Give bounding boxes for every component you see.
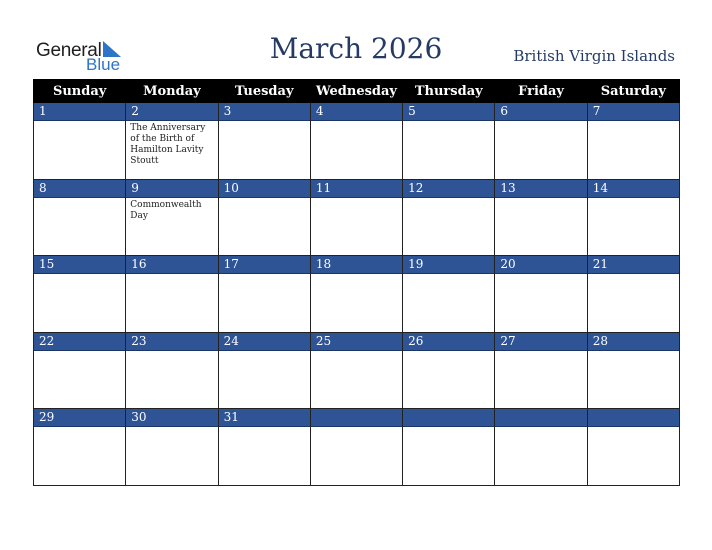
day-cell [587,103,679,180]
day-number: 15 [34,256,125,274]
logo-text-blue: Blue [86,55,121,74]
day-cell [495,256,587,333]
day-cell [218,179,310,256]
day-number: 7 [588,103,679,121]
day-number: 25 [311,333,402,351]
day-cell [34,103,126,180]
day-cell [310,179,402,256]
calendar-title: March 2026 [269,32,443,65]
week-row [34,256,680,333]
day-cell [403,409,495,486]
day-number: 29 [34,409,125,427]
week-row [34,332,680,409]
holiday-event: Commonwealth Day [130,199,202,221]
day-number: 27 [495,333,586,351]
day-cell [310,256,402,333]
day-cell [310,103,402,180]
day-number: 14 [588,180,679,198]
logo-text-general: General [36,40,102,61]
day-cell [587,332,679,409]
day-cell [218,409,310,486]
day-cell [126,179,218,256]
day-cell [495,103,587,180]
day-cell [126,256,218,333]
day-number: 28 [588,333,679,351]
day-cell [403,332,495,409]
day-cell [34,409,126,486]
weekday-saturday: Saturday [587,80,679,103]
day-number: 30 [126,409,217,427]
day-number: 2 [126,103,217,121]
day-cell [218,103,310,180]
day-cell [403,179,495,256]
day-number: 26 [403,333,494,351]
week-row [34,179,680,256]
day-number: 31 [219,409,310,427]
weekday-monday: Monday [126,80,218,103]
day-cell [310,409,402,486]
week-row [34,103,680,180]
day-number: 23 [126,333,217,351]
day-number: 24 [219,333,310,351]
day-number: 18 [311,256,402,274]
day-number: 13 [495,180,586,198]
weekday-header-row [34,80,680,103]
day-cell [126,332,218,409]
day-number: 20 [495,256,586,274]
day-number: 6 [495,103,586,121]
day-cell [587,256,679,333]
day-cell [495,332,587,409]
weekday-tuesday: Tuesday [218,80,310,103]
day-cell [403,103,495,180]
day-cell [403,256,495,333]
day-cell [218,256,310,333]
day-cell [126,103,218,180]
day-number: 10 [219,180,310,198]
day-cell [310,332,402,409]
day-cell [34,179,126,256]
day-number: 8 [34,180,125,198]
day-cell [587,409,679,486]
day-number: 4 [311,103,402,121]
week-row [34,409,680,486]
day-number [495,409,586,427]
day-cell [587,179,679,256]
day-number: 5 [403,103,494,121]
day-number [403,409,494,427]
weekday-thursday: Thursday [403,80,495,103]
day-number: 9 [126,180,217,198]
calendar-region: British Virgin Islands [513,47,675,65]
day-number: 17 [219,256,310,274]
day-number [311,409,402,427]
day-cell [218,332,310,409]
day-number: 3 [219,103,310,121]
day-cell [495,409,587,486]
holiday-event: The Anniversary of the Birth of Hamilton Lavity Stoutt [130,123,206,166]
day-number: 11 [311,180,402,198]
day-cell [34,256,126,333]
day-number: 22 [34,333,125,351]
day-number: 21 [588,256,679,274]
day-number: 16 [126,256,217,274]
day-number: 1 [34,103,125,121]
weekday-wednesday: Wednesday [310,80,402,103]
weekday-friday: Friday [495,80,587,103]
day-number: 19 [403,256,494,274]
calendar-grid [33,79,680,486]
day-cell [34,332,126,409]
day-cell [126,409,218,486]
day-number [588,409,679,427]
day-cell [495,179,587,256]
weekday-sunday: Sunday [34,80,126,103]
day-number: 12 [403,180,494,198]
